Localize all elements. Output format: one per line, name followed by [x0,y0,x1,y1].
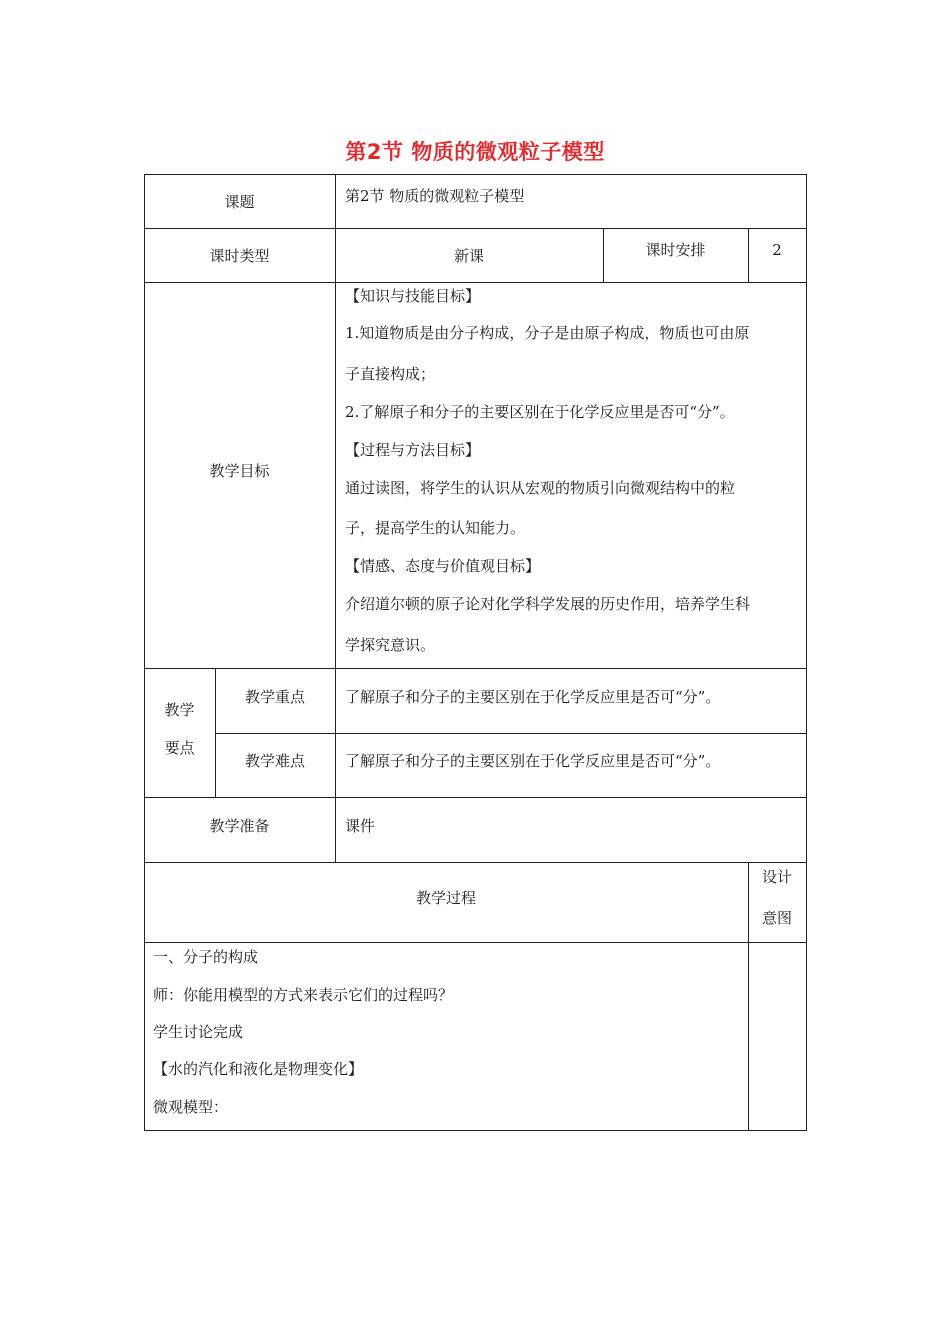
lesson-type-value: 新课 [453,247,484,265]
process-line: 师：你能用模型的方式来表示它们的过程吗？ [153,986,454,1004]
table-rule [335,174,336,863]
process-label: 教学过程 [415,889,476,907]
process-line: 学生讨论完成 [153,1023,244,1041]
objective-line: 子直接构成； [345,365,436,383]
objective-line: 1.知道物质是由分子构成，分子是由原子构成，物质也可由原 [345,324,750,342]
table-border-top [144,174,807,175]
focus-label: 教学重点 [244,688,305,706]
prep-value: 课件 [345,817,376,835]
schedule-label: 课时安排 [645,241,706,259]
design-label-line2: 意图 [761,909,792,927]
objective-line: 学探究意识。 [345,636,436,654]
process-line: 一、分子的构成 [153,948,259,966]
prep-label: 教学准备 [209,817,270,835]
keypoints-label-line2: 要点 [164,739,195,757]
difficulty-label: 教学难点 [244,752,305,770]
table-rule [144,282,807,283]
focus-value: 了解原子和分子的主要区别在于化学反应里是否可“分”。 [345,688,721,706]
table-rule [144,668,807,669]
keypoints-label-line1: 教学 [164,701,195,719]
objective-line: 介绍道尔顿的原子论对化学科学发展的历史作用，培养学生科 [345,595,751,613]
table-rule [748,862,749,1131]
topic-value: 第2节 物质的微观粒子模型 [345,187,525,205]
difficulty-value: 了解原子和分子的主要区别在于化学反应里是否可“分”。 [345,752,721,770]
objective-line: 子，提高学生的认知能力。 [345,519,526,537]
design-label-line1: 设计 [761,868,792,886]
objective-line: 通过读图，将学生的认识从宏观的物质引向微观结构中的粒 [345,479,736,497]
objective-line: 2.了解原子和分子的主要区别在于化学反应里是否可“分”。 [345,403,735,421]
topic-label: 课题 [224,193,255,211]
table-border-left [144,174,145,1131]
process-line: 【水的汽化和液化是物理变化】 [153,1060,364,1078]
table-rule [144,862,807,863]
table-rule [144,942,807,943]
objective-line: 【知识与技能目标】 [345,287,481,305]
objectives-label: 教学目标 [209,462,270,480]
objective-line: 【情感、态度与价值观目标】 [345,557,541,575]
table-border-bottom [144,1130,807,1131]
objective-line: 【过程与方法目标】 [345,441,481,459]
table-border-right [806,174,807,1131]
table-rule [144,228,807,229]
schedule-value: 2 [772,241,782,259]
process-line: 微观模型： [153,1098,229,1116]
table-rule [144,797,807,798]
table-rule [215,733,807,734]
page-title: 第2节 物质的微观粒子模型 [345,140,605,164]
lesson-type-label: 课时类型 [209,247,270,265]
